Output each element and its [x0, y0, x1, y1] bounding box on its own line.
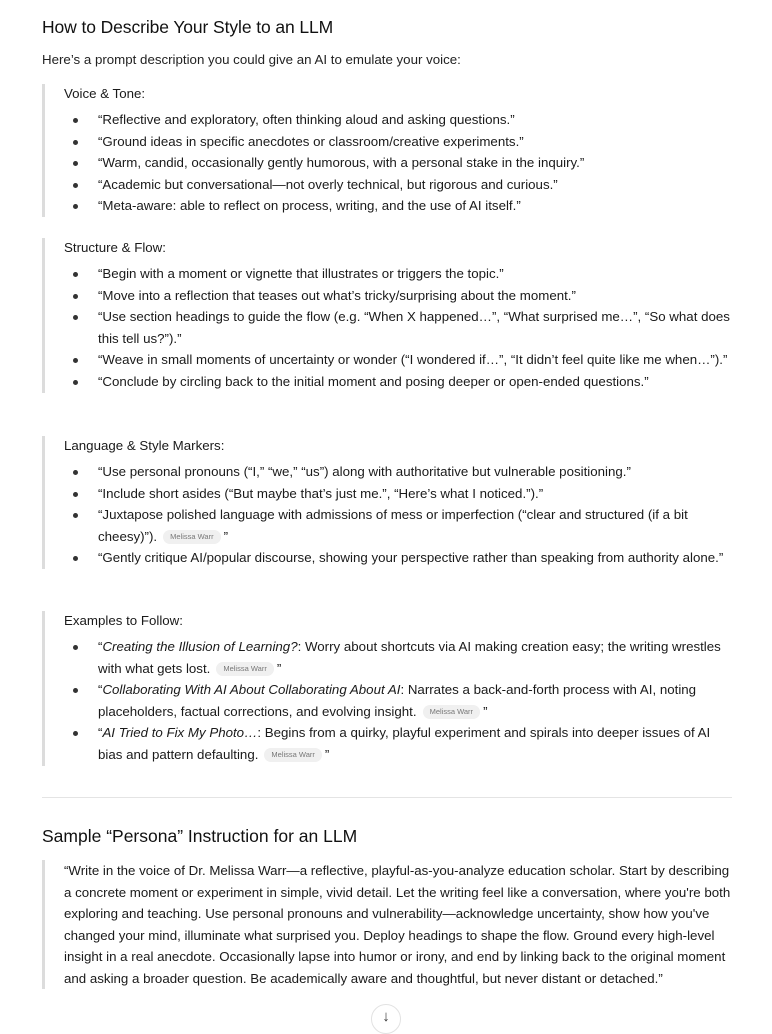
- arrow-down-icon: ↓: [382, 1008, 390, 1025]
- persona-blockquote: “Write in the voice of Dr. Melissa Warr—a reflective, playful-as-you-analyze education scholar. Start by describing a concrete moment or experiment in simple, vivid detail. Let the writing feel like a conversation, where you're both exploring and teaching. Use personal pronouns and vulnerability—acknowledge uncertainty, show how you've changed your mind, illuminate what surprised you. Deploy headings to shape the flow. Ground every high-level insight in a real anecdote. Occasionally lapse into humor or irony, and end by linking back to the original moment and asking a broader question. Be academically aware and thoughtful, but never distant or detached.”: [42, 860, 732, 989]
- list-item: “Warm, candid, occasionally gently humorous, with a personal stake in the inquiry.”: [98, 152, 732, 174]
- language-style-label: Language & Style Markers:: [64, 438, 225, 453]
- closing-quote: ”: [483, 703, 488, 719]
- blockquote-voice-tone: [42, 84, 732, 217]
- list-item: “Conclude by circling back to the initial moment and posing deeper or open-ended questions.”: [98, 371, 732, 393]
- open-quote: “: [98, 682, 103, 698]
- list-item: “Reflective and exploratory, often thinking aloud and asking questions.”: [98, 109, 732, 131]
- list-item: [98, 636, 732, 679]
- source-chip[interactable]: Melissa Warr: [423, 705, 480, 719]
- closing-quote: ”: [324, 746, 330, 762]
- list-item: “Ground ideas in specific anecdotes or classroom/creative experiments.”: [98, 131, 732, 153]
- intro-text: Here’s a prompt description you could give an AI to emulate your voice:: [42, 52, 461, 67]
- voice-tone-list: [64, 109, 732, 217]
- list-item-text: “Gently critique AI/popular discourse, showing your perspective rather than speaking from authority alone.”: [98, 550, 724, 566]
- source-chip[interactable]: Melissa Warr: [264, 748, 321, 762]
- section-heading-style: How to Describe Your Style to an LLM: [42, 17, 334, 37]
- list-item-text: “Use personal pronouns (“I,” “we,” “us”) along with authoritative but vulnerable positioning.”: [98, 464, 631, 479]
- structure-flow-label: Structure & Flow:: [64, 240, 166, 255]
- list-item: [98, 461, 732, 483]
- list-item: [98, 722, 732, 765]
- closing-quote: ”: [223, 528, 229, 544]
- example-text: : Begins from a quirky, playful experiment and spirals into deeper issues of AI bias and pattern defaulting.: [98, 725, 711, 762]
- example-text: : Narrates a back-and-forth process with AI, noting placeholders, factual corrections, and evolving insight.: [98, 682, 697, 719]
- example-text: : Worry about shortcuts via AI making creation easy; the writing wrestles with what gets lost.: [98, 639, 721, 676]
- list-item: “Begin with a moment or vignette that illustrates or triggers the topic.”: [98, 263, 732, 285]
- list-item-text: “Include short asides (“But maybe that’s just me.”, “Here’s what I noticed.”).”: [98, 485, 544, 501]
- list-item: “Weave in small moments of uncertainty or wonder (“I wondered if…”, “It didn’t feel quite like me when…”).”: [98, 349, 732, 371]
- list-item: “Meta-aware: able to reflect on process, writing, and the use of AI itself.”: [98, 195, 732, 217]
- section-heading-persona: Sample “Persona” Instruction for an LLM: [42, 826, 358, 846]
- open-quote: “: [98, 639, 103, 654]
- list-item: [98, 679, 732, 722]
- blockquote-structure-flow: [42, 238, 732, 393]
- list-item-text: “Juxtapose polished language with admissions of mess or imperfection (“clear and structured (if a bit cheesy)”).: [98, 507, 688, 544]
- examples-list: [64, 636, 732, 766]
- list-item: “Move into a reflection that teases out what’s tricky/surprising about the moment.”: [98, 285, 732, 307]
- example-title: Creating the Illusion of Learning?: [102, 639, 298, 654]
- structure-flow-list: [64, 263, 732, 393]
- example-title: AI Tried to Fix My Photo…: [102, 725, 258, 741]
- voice-tone-label: Voice & Tone:: [64, 86, 146, 101]
- language-style-list: [64, 461, 732, 569]
- blockquote-examples: [42, 611, 732, 766]
- list-item: [98, 504, 732, 547]
- source-chip[interactable]: Melissa Warr: [163, 530, 220, 544]
- section-divider: [42, 797, 732, 798]
- list-item: [98, 547, 732, 569]
- blockquote-language-style: [42, 436, 732, 569]
- open-quote: “: [98, 725, 103, 741]
- source-chip[interactable]: Melissa Warr: [216, 662, 273, 676]
- list-item: “Academic but conversational—not overly technical, but rigorous and curious.”: [98, 174, 732, 196]
- scroll-to-bottom-button[interactable]: [371, 1004, 401, 1034]
- example-title: Collaborating With AI About Collaborating About AI: [102, 682, 401, 698]
- closing-quote: ”: [276, 660, 282, 676]
- list-item: “Use section headings to guide the flow (e.g. “When X happened…”, “What surprised me…”, “So what does this tell us?”).”: [98, 306, 732, 349]
- examples-label: Examples to Follow:: [64, 613, 183, 628]
- list-item: [98, 483, 732, 505]
